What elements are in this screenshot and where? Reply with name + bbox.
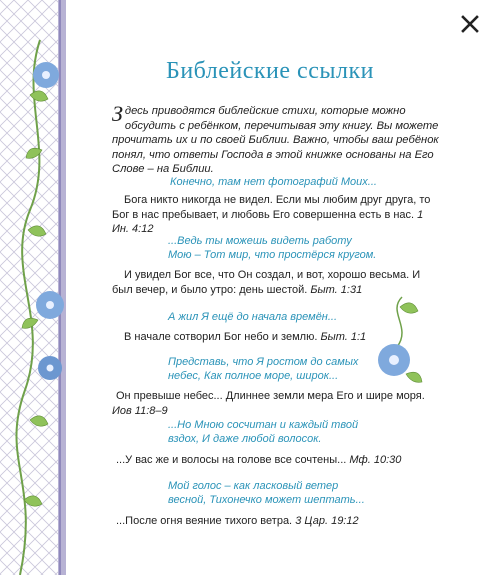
verse-1-ref: 1 Ин. 4:12 [112,208,424,235]
verse-6 [112,514,442,529]
verse-4-ref: Иов 11:8–9 [112,404,168,417]
quote-3: А жил Я ещё до начала времён... [168,311,338,323]
quote-4: Представь, что Я ростом до самых небес, Как полное море, широк... [168,356,359,382]
verse-6-text: ...После огня веяние тихого ветра. [116,515,293,527]
close-icon [458,12,482,36]
quote-6: Мой голос – как ласковый ветер весной, Тихонечко может шептать... [168,480,365,506]
verse-2-ref: Быт. 1:31 [310,283,363,296]
morning-glory-illustration [372,292,432,392]
close-button[interactable] [458,12,482,36]
verse-4 [112,389,442,418]
verse-3-text: В начале сотворил Бог небо и землю. [124,331,318,343]
verse-1-text: Бога никто никогда не видел. Если мы любим друг друга, то Бог в нас пребывает, и любовь Его совершенна есть в нас. [112,194,431,221]
intro-text: десь приводятся библейские стихи, которые можно обсудить с ребёнком, перечитывая эту книгу. Вы можете прочитать их и по своей Библии. Важно, чтобы ваш ребёнок понял, что ответы Господа в этой книжке основаны на Его Слове – на Библии. [112,105,439,175]
verse-5-text: ...У вас же и волосы на голове все сочтены... [116,454,347,466]
quote-1: Конечно, там нет фотографий Моих... [170,176,377,188]
verse-2-text: И увидел Бог все, что Он создал, и вот, хорошо весьма. И был вечер, и было утро: день шестой. [112,269,421,296]
quote-2: ...Ведь ты можешь видеть работу Мою – Тот мир, что простёрся кругом. [168,235,377,261]
verse-5-ref: Мф. 10:30 [349,454,402,466]
intro-paragraph [112,101,442,177]
trellis-illustration [0,0,68,575]
verse-6-ref: 3 Цар. 19:12 [295,515,359,527]
verse-1 [112,193,442,237]
intro-dropcap: З [112,101,123,126]
verse-3 [112,330,372,345]
verse-3-ref: Быт. 1:1 [320,331,367,343]
verse-2 [112,268,442,297]
verse-5 [112,453,442,468]
quote-5: ...Но Мною сосчитан и каждый твой вздох, И даже любой волосок. [168,419,359,445]
verse-4-text: Он превыше небес... Длиннее земли мера Его и шире моря. [116,390,425,402]
page-title: Библейские ссылки [166,58,374,84]
